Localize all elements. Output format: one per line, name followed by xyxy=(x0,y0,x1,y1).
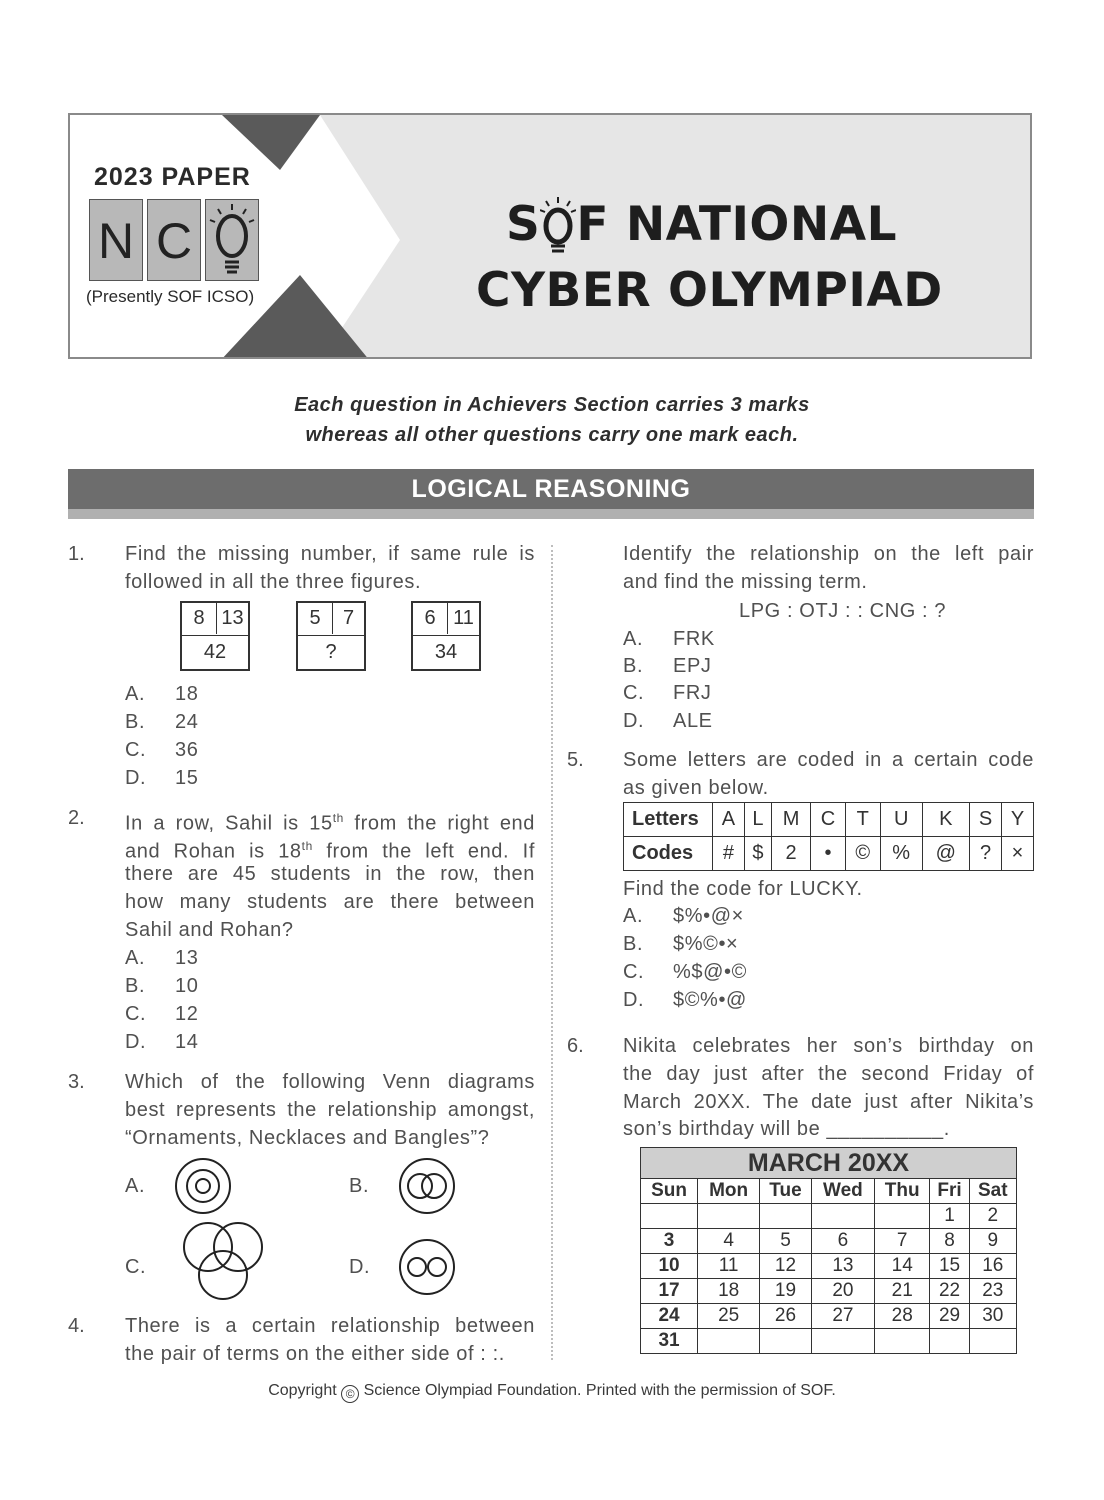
day-header: Wed xyxy=(811,1179,874,1204)
fig3-a: 6 xyxy=(413,603,448,634)
title-line-1 xyxy=(506,197,897,252)
code-cell: ? xyxy=(970,837,1002,871)
date-cell xyxy=(874,1329,929,1354)
letter-cell: Y xyxy=(1002,803,1034,837)
q4-number: 4. xyxy=(68,1315,85,1337)
q4-option-b[interactable]: B. EPJ xyxy=(623,655,712,677)
letter-cell: T xyxy=(845,803,880,837)
fig1-b: 13 xyxy=(221,607,244,629)
venn-d-separate-in-circle[interactable] xyxy=(396,1236,458,1298)
day-header: Tue xyxy=(760,1179,812,1204)
header-banner xyxy=(68,113,1032,359)
instruction-line-1: Each question in Achievers Section carries 3 marks xyxy=(294,394,810,416)
q3-text-1: Which of the following Venn diagrams xyxy=(125,1071,535,1093)
date-cell: 13 xyxy=(811,1254,874,1279)
calendar-week xyxy=(641,1304,1017,1329)
paper-year: 2023 PAPER xyxy=(94,163,251,191)
date-cell: 21 xyxy=(874,1279,929,1304)
q5-text-2: as given below. xyxy=(623,777,769,799)
date-cell xyxy=(930,1329,969,1354)
q4-option-a[interactable]: A. FRK xyxy=(623,628,715,650)
q3-option-b-label[interactable]: B. xyxy=(349,1175,370,1197)
date-cell: 17 xyxy=(641,1279,698,1304)
q5-option-d[interactable]: D. $©%•@ xyxy=(623,989,747,1011)
calendar-week xyxy=(641,1204,1017,1229)
q4-text-4: and find the missing term. xyxy=(623,571,868,593)
q4-text-1: There is a certain relationship between xyxy=(125,1315,535,1337)
q1-figure-3 xyxy=(411,601,481,671)
section-underline xyxy=(68,509,1034,519)
day-header: Fri xyxy=(930,1179,969,1204)
q1-option-d[interactable]: D. 15 xyxy=(125,767,199,789)
date-cell: 30 xyxy=(969,1304,1016,1329)
day-header: Sat xyxy=(969,1179,1016,1204)
title-line-2: CYBER OLYMPIAD xyxy=(476,263,943,318)
venn-c-three-overlap[interactable] xyxy=(178,1220,268,1304)
q6-number: 6. xyxy=(567,1035,584,1057)
letter-cell: S xyxy=(970,803,1002,837)
date-cell xyxy=(698,1204,760,1229)
letter-cell: M xyxy=(771,803,810,837)
section-title: LOGICAL REASONING xyxy=(68,469,1034,509)
instruction-line-2: whereas all other questions carry one mark each. xyxy=(305,424,799,446)
march-calendar xyxy=(640,1147,1017,1354)
day-header: Mon xyxy=(698,1179,760,1204)
code-cell: 2 xyxy=(771,837,810,871)
date-cell xyxy=(811,1204,874,1229)
code-cell: • xyxy=(811,837,845,871)
fig3-c: 34 xyxy=(434,641,458,663)
code-table xyxy=(623,802,1034,871)
date-cell: 14 xyxy=(874,1254,929,1279)
date-cell xyxy=(641,1204,698,1229)
q4-text-3: Identify the relationship on the left pair xyxy=(623,543,1034,565)
code-cell: × xyxy=(1002,837,1034,871)
date-cell: 20 xyxy=(811,1279,874,1304)
q3-option-d-label[interactable]: D. xyxy=(349,1256,371,1278)
letter-cell: C xyxy=(811,803,845,837)
q1-text-2: followed in all the three figures. xyxy=(125,571,422,593)
date-cell xyxy=(760,1329,812,1354)
q2-option-b[interactable]: B. 10 xyxy=(125,975,199,997)
codes-header: Codes xyxy=(624,837,713,871)
q2-text-4: how many students are there between xyxy=(125,891,535,913)
fig2-b: 7 xyxy=(342,607,355,629)
q5-option-b[interactable]: B. $%©•× xyxy=(623,933,739,955)
fig2-a: 5 xyxy=(298,603,333,634)
date-cell xyxy=(760,1204,812,1229)
q1-option-a[interactable]: A. 18 xyxy=(125,683,199,705)
q6-text-4: son’s birthday will be __________. xyxy=(623,1118,950,1140)
letter-cell: A xyxy=(713,803,745,837)
q2-number: 2. xyxy=(68,807,85,829)
venn-b-overlap-in-circle[interactable] xyxy=(396,1155,458,1217)
date-cell: 2 xyxy=(969,1204,1016,1229)
nco-letter-n: N xyxy=(89,199,143,281)
date-cell: 4 xyxy=(698,1229,760,1254)
calendar-week xyxy=(641,1229,1017,1254)
date-cell: 19 xyxy=(760,1279,812,1304)
date-cell: 5 xyxy=(760,1229,812,1254)
date-cell xyxy=(969,1329,1016,1354)
date-cell: 16 xyxy=(969,1254,1016,1279)
q5-number: 5. xyxy=(567,749,584,771)
date-cell: 28 xyxy=(874,1304,929,1329)
fig2-c: ? xyxy=(325,641,337,663)
nco-letter-c: C xyxy=(147,199,201,281)
q5-question: Find the code for LUCKY. xyxy=(623,878,863,900)
date-cell xyxy=(874,1204,929,1229)
q1-option-b[interactable]: B. 24 xyxy=(125,711,199,733)
q5-option-a[interactable]: A. $%•@× xyxy=(623,905,744,927)
q4-analogy: LPG : OTJ : : CNG : ? xyxy=(739,600,947,622)
code-cell: % xyxy=(880,837,922,871)
date-cell: 10 xyxy=(641,1254,698,1279)
q2-text-3: there are 45 students in the row, then xyxy=(125,863,535,885)
code-cell: $ xyxy=(744,837,771,871)
date-cell: 24 xyxy=(641,1304,698,1329)
date-cell: 18 xyxy=(698,1279,760,1304)
code-cell: © xyxy=(845,837,880,871)
date-cell: 22 xyxy=(930,1279,969,1304)
presently-label: (Presently SOF ICSO) xyxy=(86,287,255,306)
q4-option-c[interactable]: C. FRJ xyxy=(623,682,712,704)
date-cell: 25 xyxy=(698,1304,760,1329)
q3-text-3: “Ornaments, Necklaces and Bangles”? xyxy=(125,1127,490,1149)
title-s: S xyxy=(506,197,541,252)
calendar-day-headers xyxy=(641,1179,1017,1204)
q6-text-1: Nikita celebrates her son’s birthday on xyxy=(623,1035,1034,1057)
q4-text-2: the pair of terms on the either side of : :. xyxy=(125,1343,505,1365)
column-divider xyxy=(551,545,553,1360)
q2-option-c[interactable]: C. 12 xyxy=(125,1003,199,1025)
q2-text-2: and Rohan is 18th from the left end. If xyxy=(125,839,535,863)
date-cell: 3 xyxy=(641,1229,698,1254)
date-cell: 8 xyxy=(930,1229,969,1254)
bulb-icon xyxy=(540,196,576,254)
date-cell: 26 xyxy=(760,1304,812,1329)
title-rest: F NATIONAL xyxy=(576,197,898,252)
day-header: Thu xyxy=(874,1179,929,1204)
date-cell: 7 xyxy=(874,1229,929,1254)
date-cell xyxy=(698,1329,760,1354)
venn-a-concentric[interactable] xyxy=(172,1155,234,1217)
nco-letter-o xyxy=(205,199,259,281)
q5-option-c[interactable]: C. %$@•© xyxy=(623,961,747,983)
date-cell: 27 xyxy=(811,1304,874,1329)
q2-text-5: Sahil and Rohan? xyxy=(125,919,294,941)
q5-text-1: Some letters are coded in a certain code xyxy=(623,749,1034,771)
letters-header: Letters xyxy=(624,803,713,837)
calendar-title: MARCH 20XX xyxy=(641,1148,1017,1179)
calendar-week xyxy=(641,1279,1017,1304)
date-cell xyxy=(811,1329,874,1354)
date-cell: 29 xyxy=(930,1304,969,1329)
footer-copyright: Copyright © Science Olympiad Foundation. Printed with the permission of SOF. xyxy=(268,1382,836,1401)
date-cell: 9 xyxy=(969,1229,1016,1254)
q2-text-1: In a row, Sahil is 15th from the right end xyxy=(125,811,535,835)
q3-option-a-label[interactable]: A. xyxy=(125,1175,146,1197)
q1-figure-1 xyxy=(180,601,250,671)
fig3-b: 11 xyxy=(453,607,474,629)
q2-option-d[interactable]: D. 14 xyxy=(125,1031,199,1053)
code-cell: @ xyxy=(922,837,969,871)
q2-option-a[interactable]: A. 13 xyxy=(125,947,199,969)
q4-option-d[interactable]: D. ALE xyxy=(623,710,713,732)
q3-text-2: best represents the relationship amongst, xyxy=(125,1099,535,1121)
fig1-a: 8 xyxy=(182,603,217,634)
calendar-week xyxy=(641,1329,1017,1354)
q1-option-c[interactable]: C. 36 xyxy=(125,739,199,761)
letter-cell: U xyxy=(880,803,922,837)
letter-cell: L xyxy=(744,803,771,837)
date-cell: 31 xyxy=(641,1329,698,1354)
day-header: Sun xyxy=(641,1179,698,1204)
date-cell: 15 xyxy=(930,1254,969,1279)
fig1-c: 42 xyxy=(203,641,227,663)
copyright-icon: © xyxy=(341,1385,359,1403)
code-cell: # xyxy=(713,837,745,871)
date-cell: 11 xyxy=(698,1254,760,1279)
q1-text-1: Find the missing number, if same rule is xyxy=(125,543,535,565)
date-cell: 1 xyxy=(930,1204,969,1229)
q1-number: 1. xyxy=(68,543,85,565)
date-cell: 12 xyxy=(760,1254,812,1279)
q3-option-c-label[interactable]: C. xyxy=(125,1256,147,1278)
letters-row xyxy=(624,803,1034,837)
q1-figure-2 xyxy=(296,601,366,671)
letter-cell: K xyxy=(922,803,969,837)
q6-text-2: the day just after the second Friday of xyxy=(623,1063,1034,1085)
codes-row xyxy=(624,837,1034,871)
date-cell: 23 xyxy=(969,1279,1016,1304)
q6-text-3: March 20XX. The date just after Nikita’s xyxy=(623,1091,1034,1113)
q3-number: 3. xyxy=(68,1071,85,1093)
date-cell: 6 xyxy=(811,1229,874,1254)
bulb-icon xyxy=(206,200,258,280)
calendar-week xyxy=(641,1254,1017,1279)
